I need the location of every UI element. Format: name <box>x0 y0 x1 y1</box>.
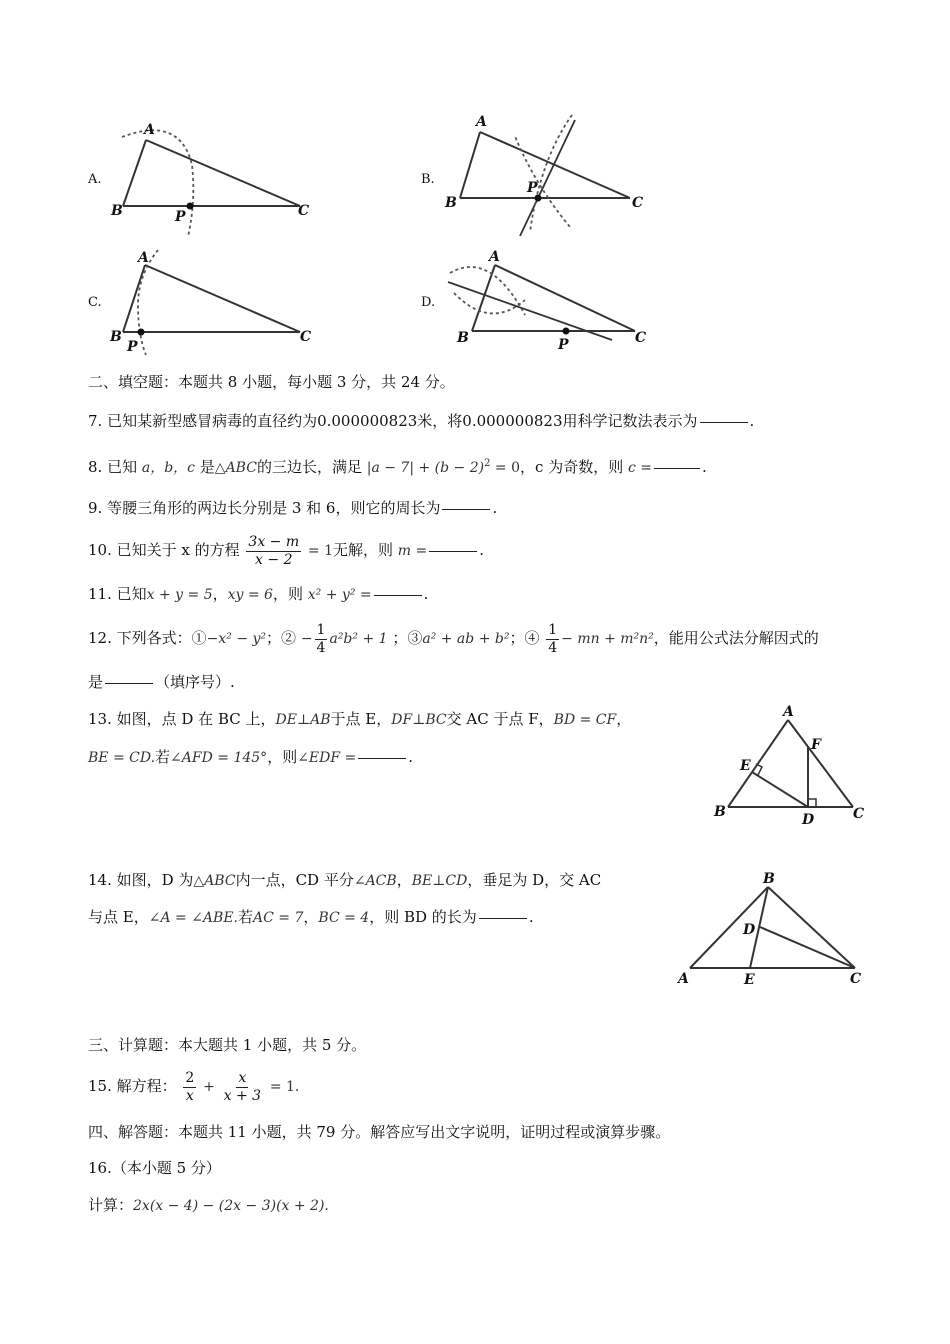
answer-blank-12[interactable] <box>105 683 153 684</box>
q13-point-c: C <box>853 806 865 822</box>
q13-point-a: A <box>783 704 794 720</box>
option-c-point-a: A <box>138 250 149 266</box>
question-14-line-2: 与点 E，∠A = ∠ABE.若AC = 7，BC = 4，则 BD 的长为 . <box>88 908 534 926</box>
q13-point-f: F <box>811 737 821 753</box>
answer-blank-8[interactable] <box>654 468 700 469</box>
question-10: 10. 已知关于 x 的方程 $\frac{3x - m}{x - 2}$ = 1无解，则 m = . <box>88 533 485 568</box>
question-16-title: 16.（本小题 5 分） <box>88 1159 221 1177</box>
option-c-label: C. <box>88 295 102 310</box>
q14-point-b: B <box>763 871 775 887</box>
option-c-figure <box>100 245 330 360</box>
q14-point-e: E <box>744 972 755 988</box>
question-13-figure <box>708 700 878 830</box>
option-b-point-c: C <box>632 195 644 211</box>
option-c-point-b: B <box>110 329 122 345</box>
answer-blank-7[interactable] <box>700 422 748 423</box>
q13-point-b: B <box>714 804 726 820</box>
question-15: 15. 解方程： $\frac{2}{x}$ + $\frac{x}{x + 3}$ = 1. <box>88 1069 300 1104</box>
option-a-label: A. <box>88 172 102 187</box>
option-d-label: D. <box>421 295 436 310</box>
question-12-line-2: 是 （填序号）. <box>88 673 235 691</box>
option-a-point-c: C <box>298 203 310 219</box>
q14-point-a: A <box>678 971 689 987</box>
answer-blank-11[interactable] <box>374 595 422 596</box>
option-b-point-p: P <box>527 180 538 196</box>
option-a-figure <box>100 115 330 235</box>
question-11: 11. 已知x + y = 5，xy = 6，则 x² + y² = . <box>88 585 429 603</box>
section-3-title: 三、计算题：本大题共 1 小题，共 5 分。 <box>88 1036 367 1054</box>
option-d-point-p: P <box>558 337 569 353</box>
option-d-point-b: B <box>457 330 469 346</box>
option-b-point-b: B <box>445 195 457 211</box>
q13-point-e: E <box>740 758 751 774</box>
q14-point-d: D <box>743 922 756 938</box>
q14-point-c: C <box>850 971 862 987</box>
option-d-point-c: C <box>635 330 647 346</box>
question-8: 8. 已知 a，b，c 是△ABC的三边长，满足 $|a - 7| + (b - 2)^2 = 0$，c 为奇数，则 c = . <box>88 458 707 476</box>
option-a-point-b: B <box>111 203 123 219</box>
option-b-label: B. <box>421 172 435 187</box>
section-2-title: 二、填空题：本题共 8 小题，每小题 3 分，共 24 分。 <box>88 373 455 391</box>
question-7: 7. 已知某新型感冒病毒的直径约为0.000000823米，将0.000000823用科学记数法表示为 . <box>88 412 755 430</box>
option-a-point-p: P <box>175 209 186 225</box>
answer-blank-10[interactable] <box>429 551 477 552</box>
question-13-line-2: BE = CD.若∠AFD = 145°，则∠EDF = . <box>88 748 414 766</box>
question-14-figure <box>670 865 870 995</box>
question-14-line-1: 14. 如图，D 为△ABC内一点，CD 平分∠ACB，BE⊥CD，垂足为 D，交 AC <box>88 871 602 889</box>
option-c-point-p: P <box>127 339 138 355</box>
question-13-line-1: 13. 如图，点 D 在 BC 上，DE⊥AB于点 E，DF⊥BC交 AC 于点 F，BD = CF， <box>88 710 632 728</box>
option-a-point-a: A <box>144 122 155 138</box>
question-12: 12. 下列各式：①−x² − y²；② − $\frac{1}{4}$ a²b² + 1 ；③a² + ab + b²；④ $\frac{1}{4}$ − mn + m²n²，能用公式法分解因式的 <box>88 621 819 656</box>
option-d-point-a: A <box>489 249 500 265</box>
option-b-figure <box>440 110 660 240</box>
answer-blank-14[interactable] <box>479 918 527 919</box>
fraction-q10: $\frac{3x - m}{x - 2}$ <box>248 533 300 568</box>
answer-blank-9[interactable] <box>442 509 490 510</box>
question-9: 9. 等腰三角形的两边长分别是 3 和 6，则它的周长为 . <box>88 499 498 517</box>
section-4-title: 四、解答题：本题共 11 小题，共 79 分。解答应写出文字说明，证明过程或演算步骤。 <box>88 1123 671 1141</box>
option-b-point-a: A <box>476 114 487 130</box>
option-d-figure <box>440 245 670 360</box>
question-16: 计算：2x(x − 4) − (2x − 3)(x + 2). <box>88 1196 329 1214</box>
answer-blank-13[interactable] <box>358 758 406 759</box>
q13-point-d: D <box>802 812 815 828</box>
option-c-point-c: C <box>300 329 312 345</box>
